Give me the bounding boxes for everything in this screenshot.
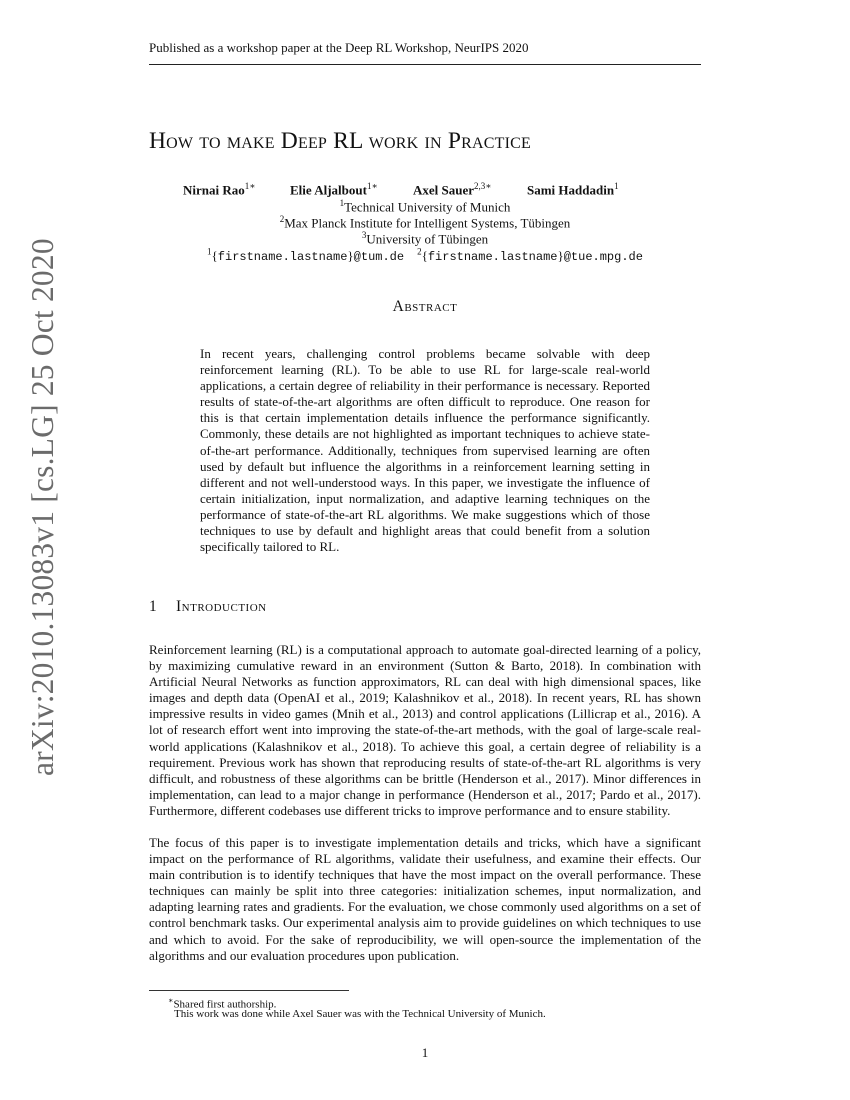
footnote-mark: ∗ (168, 996, 174, 1005)
email-brace-close: } (557, 248, 564, 264)
page-number: 1 (421, 1045, 429, 1060)
arxiv-stamp: arXiv:2010.13083v1 [cs.LG] 25 Oct 2020 (25, 238, 60, 776)
email-user: firstname.lastname (427, 250, 558, 265)
abstract-heading-text: Abstract (392, 298, 458, 315)
author-emails (149, 244, 701, 265)
email-entry (207, 248, 404, 263)
footnote-text: This work was done while Axel Sauer was with the Technical University of Munich. (174, 1008, 546, 1020)
affiliation-mark: 2 (279, 214, 285, 224)
footnote-text: Shared first authorship. (173, 998, 277, 1011)
email-user: firstname.lastname (217, 250, 348, 265)
author-name-text: Sami Haddadin (527, 182, 615, 198)
paper-title (149, 126, 749, 156)
email-mark: 2 (417, 247, 422, 257)
email-entry (417, 248, 643, 263)
author-name-text: Elie Aljalbout (290, 182, 367, 198)
email-mark: 1 (207, 247, 212, 257)
affiliation-mark: 3 (361, 230, 367, 240)
author-name-text: Nirnai Rao (183, 182, 245, 198)
footnote-rule (149, 990, 349, 991)
body-paragraph: Reinforcement learning (RL) is a computational approach to automate goal-directed learning of a policy, by maximizing cumulative reward in an environment (Sutton & Barto, 2018). In combination with Artificial Neural Networks as function approximators, RL can deal with high dimensional spaces, like images and depth data (OpenAI et al., 2019; Kalashnikov et al., 2018). In recent years, RL has shown impressive results in video games (Mnih et al., 2013) and control applications (Lillicrap et al., 2016). A lot of research effort went into improving the state-of-the-art methods, with the goal of large-scale real-world applications (Kalashnikov et al., 2018). To achieve this goal, a certain degree of reliability is a requirement. Previous work has shown that reproducing results of state-of-the-art RL algorithms is very difficult, and robustness of these algorithms can be brittle (Henderson et al., 2017). Minor differences in implementation, can lead to a major change in performance (Henderson et al., 2017; Pardo et al., 2017). Furthermore, different codebases use different tricks to improve performance and to ensure stability. (149, 642, 701, 818)
email-brace-open: { (421, 248, 428, 264)
affiliation-mark: 1 (339, 198, 345, 208)
affiliation-name: University of Tübingen (366, 231, 489, 247)
author-name-text: Axel Sauer (413, 182, 475, 198)
header-rule (149, 64, 701, 65)
author-marks: 2,3∗ (474, 181, 492, 191)
running-head: Published as a workshop paper at the Deep RL Workshop, NeurIPS 2020 (149, 40, 529, 55)
body-paragraph: The focus of this paper is to investigate implementation details and tricks, which have a significant impact on the performance of RL algorithms, validate their usefulness, and examine their effects. Our main contribution is to identify techniques that have the most impact on the overall performance. These techniques can mainly be split into three categories: initialization schemes, input normalization, and adapting learning rates and gradients. For the evaluation, we chose commonly used algorithms on a set of control benchmark tasks. Our experimental analysis aim to provide guidelines on which techniques to use and which to avoid. For the sake of reproducibility, we will open-source the implementation of the algorithms and our evaluation procedures upon publication. (149, 835, 701, 963)
footnote (174, 1008, 706, 1021)
section-heading (149, 598, 701, 616)
author-marks: 1∗ (244, 181, 256, 191)
email-domain: @tue.mpg.de (563, 250, 643, 265)
author-marks: 1∗ (366, 181, 378, 191)
affiliation-name: Technical University of Munich (344, 199, 511, 215)
email-domain: @tum.de (353, 250, 405, 265)
section-number: 1 (149, 598, 158, 615)
section-title: Introduction (176, 598, 267, 615)
paper-title-text: How to make Deep RL work in Practice (149, 128, 531, 154)
email-brace-open: { (211, 248, 218, 264)
abstract-heading (149, 298, 701, 316)
abstract-body: In recent years, challenging control problems became solvable with deep reinforcement learning (RL). To be able to use RL for large-scale real-world applications, a certain degree of reliability in their performance is necessary. Reported results of state-of-the-art algorithms are often difficult to reproduce. One reason for this is that certain implementation details influence the performance significantly. Commonly, these details are not highlighted as important techniques to achieve state-of-the-art performance. Additionally, techniques from supervised learning are often used by default but influence the algorithms in a reinforcement learning setting in different and not well-understood ways. In this paper, we investigate the influence of certain initialization, input normalization, and adaptive learning techniques on the performance of state-of-the-art RL algorithms. We make suggestions which of those techniques to use by default and highlight areas that could benefit from a solution specifically tailored to RL. (200, 346, 650, 555)
author-marks: 1 (614, 181, 619, 191)
affiliation-name: Max Planck Institute for Intelligent Systems, Tübingen (284, 215, 571, 231)
email-brace-close: } (347, 248, 354, 264)
